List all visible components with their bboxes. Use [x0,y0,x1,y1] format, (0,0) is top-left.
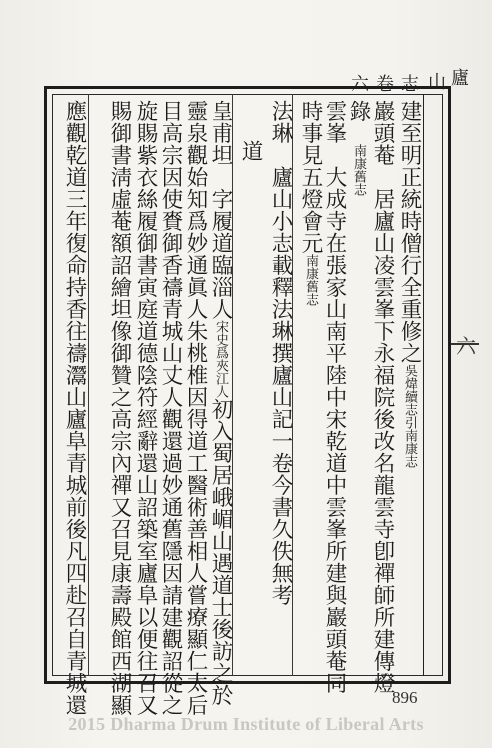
column-text: 大成寺在張家山南平陸中宋乾道中雲峯所建與巖頭菴同 [322,166,347,694]
column-text: 靈泉觀始知爲妙通眞人朱桃椎因得道工醫術善相人嘗療顯仁太后 [183,100,208,716]
text-column-11 [133,100,158,716]
text-column-10 [158,100,183,716]
column-note: 南康舊志 [303,254,318,306]
header-char-1: 廬 [448,68,469,86]
text-column-5 [298,100,322,670]
text-column-1 [397,100,421,670]
column-text: 時事見五燈會元 [298,100,323,254]
running-header [44,62,469,92]
column-text: 錄 [346,100,371,122]
column-text: 應觀乾道三年復命持香往禱灊山廬阜青城前後凡四赴召自青城還 [62,100,87,716]
column-text: 旋賜紫衣絲履御書寅庭道德陰符經辭還山詔築室廬阜以便往召又 [133,100,158,716]
column-text: 字履道臨淄人 [208,188,233,320]
page-edge-char: 六 [456,334,476,358]
column-note: 南康舊志 [351,144,366,196]
column-text: 居廬山凌雲峯下永福院後改名龍雲寺卽禪師所建傳燈 [370,188,395,694]
text-column-3 [346,100,370,670]
text-column-2 [370,100,395,694]
text-column-8 [208,100,233,706]
text-column-13 [62,100,87,716]
column-text: 初入蜀居峨嵋山遇道士後訪之於 [208,398,233,706]
page-number: 896 [392,688,418,707]
section-heading [238,140,262,710]
text-column-6 [268,100,292,670]
column-text: 賜御書淸虛菴額詔繪坦像御贊之高宗內禪又召見康壽殿館西湖顯 [107,100,132,716]
column-note: 吳煒續志引南康志 [402,364,417,468]
column-text: 建至明正統時僧行全重修之 [397,100,422,364]
text-column-4 [322,100,347,694]
entry-heading: 皇甫坦 [208,100,233,166]
margin-strip [423,94,444,676]
column-text: 廬山小志載釋法琳撰廬山記一卷今書久佚無考 [268,166,293,606]
column-text: 目高宗因使賚御香禱青城山丈人觀還過妙通舊隱因請建觀詔從之 [158,100,183,716]
entry-heading: 巖頭菴 [370,100,395,166]
column-rule [88,94,89,676]
column-note: 宋史爲夾江人 [213,320,228,398]
entry-heading: 雲峯 [322,100,347,144]
header-char-3: 志 [398,74,419,92]
entry-heading: 法琳 [268,100,293,144]
text-column-9 [183,100,208,716]
header-char-2: 山 [425,72,446,90]
text-column-12 [107,100,132,716]
watermark: 2015 Dharma Drum Institute of Liberal Arts [68,714,424,734]
header-char-5: 六 [348,74,369,92]
section-title: 道 [238,140,263,162]
header-char-4: 卷 [373,74,394,92]
